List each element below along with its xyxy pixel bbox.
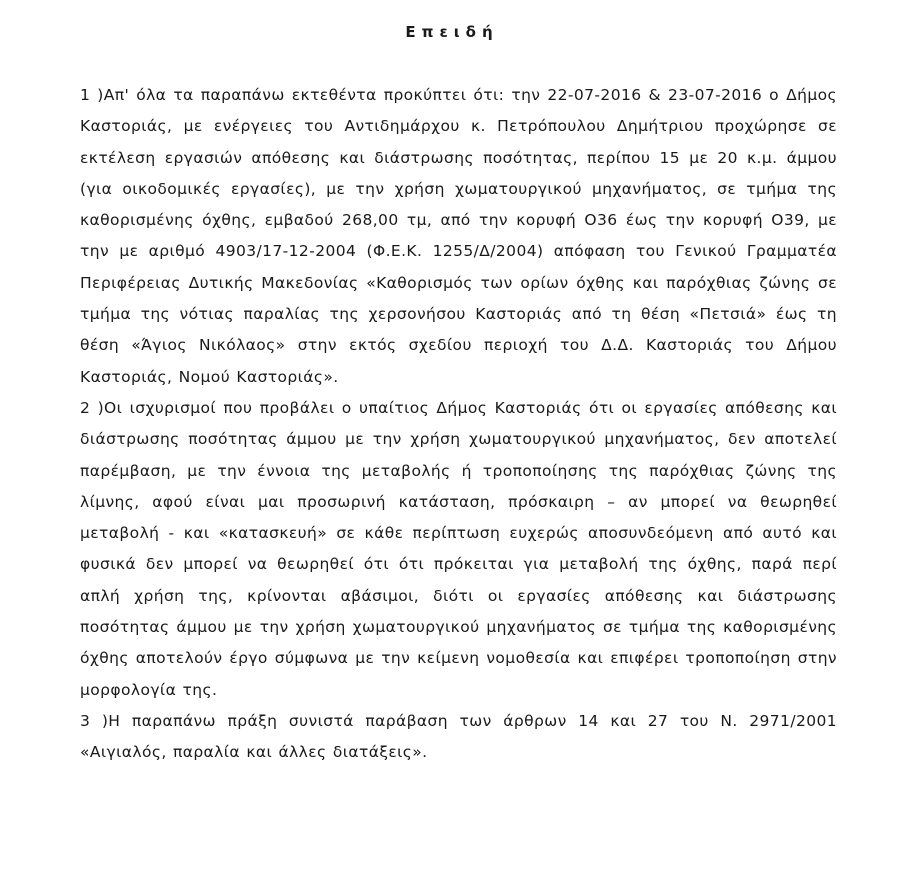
- document-body: [80, 80, 837, 769]
- paragraph-3: 3 )Η παραπάνω πράξη συνιστά παράβαση των άρθρων 14 και 27 του Ν. 2971/2001 «Αιγιαλός, παραλία και άλλες διατάξεις».: [80, 711, 837, 762]
- section-heading: Επειδή: [405, 23, 499, 41]
- paragraph-1: 1 )Απ' όλα τα παραπάνω εκτεθέντα προκύπτει ότι: την 22-07-2016 & 23-07-2016 ο Δήμος Καστοριάς, με ενέργειες του Αντιδημάρχου κ. Πετρόπουλου Δημήτριου προχώρησε σε εκτέλεση εργασιών απόθεσης και διάστρωσης ποσότητας, περίπου 15 με 20 κ.μ. άμμου (για οικοδομικές εργασίες), με την χρήση χωματουργικού μηχανήματος, σε τμήμα της καθορισμένης όχθης, εμβαδού 268,00 τμ, από την κορυφή Ο36 έως την κορυφή Ο39, με την με αριθμό 4903/17-12-2004 (Φ.Ε.Κ. 1255/Δ/2004) απόφαση του Γενικού Γραμματέα Περιφέρειας Δυτικής Μακεδονίας «Καθορισμός των ορίων όχθης και παρόχθιας ζώνης σε τμήμα της νότιας παραλίας της χερσονήσου Καστοριάς από τη θέση «Πετσιά» έως τη θέση «Άγιος Νικόλαος» στην εκτός σχεδίου περιοχή του Δ.Δ. Καστοριάς του Δήμου Καστοριάς, Νομού Καστοριάς».: [80, 86, 837, 386]
- paragraph-2: 2 )Οι ισχυρισμοί που προβάλει ο υπαίτιος Δήμος Καστοριάς ότι οι εργασίες απόθεσης και διάστρωσης ποσότητας άμμου με την χρήση χωματουργικού μηχανήματος, δεν αποτελεί παρέμβαση, με την έννοια της μεταβολής ή τροποποίησης της παρόχθιας ζώνης της λίμνης, αφού είναι μαι προσωρινή κατάσταση, πρόσκαιρη – αν μπορεί να θεωρηθεί μεταβολή - και «κατασκευή» σε κάθε περίπτωση ευχερώς αποσυνδεόμενη από αυτό και φυσικά δεν μπορεί να θεωρηθεί ότι ότι πρόκειται για μεταβολή της όχθης, παρά περί απλή χρήση της, κρίνονται αβάσιμοι, διότι οι εργασίες απόθεσης και διάστρωσης ποσότητας άμμου με την χρήση χωματουργικού μηχανήματος σε τμήμα της καθορισμένης όχθης αποτελούν έργο σύμφωνα με την κείμενη νομοθεσία και επιφέρει τροποποίηση στην μορφολογία της.: [80, 398, 837, 699]
